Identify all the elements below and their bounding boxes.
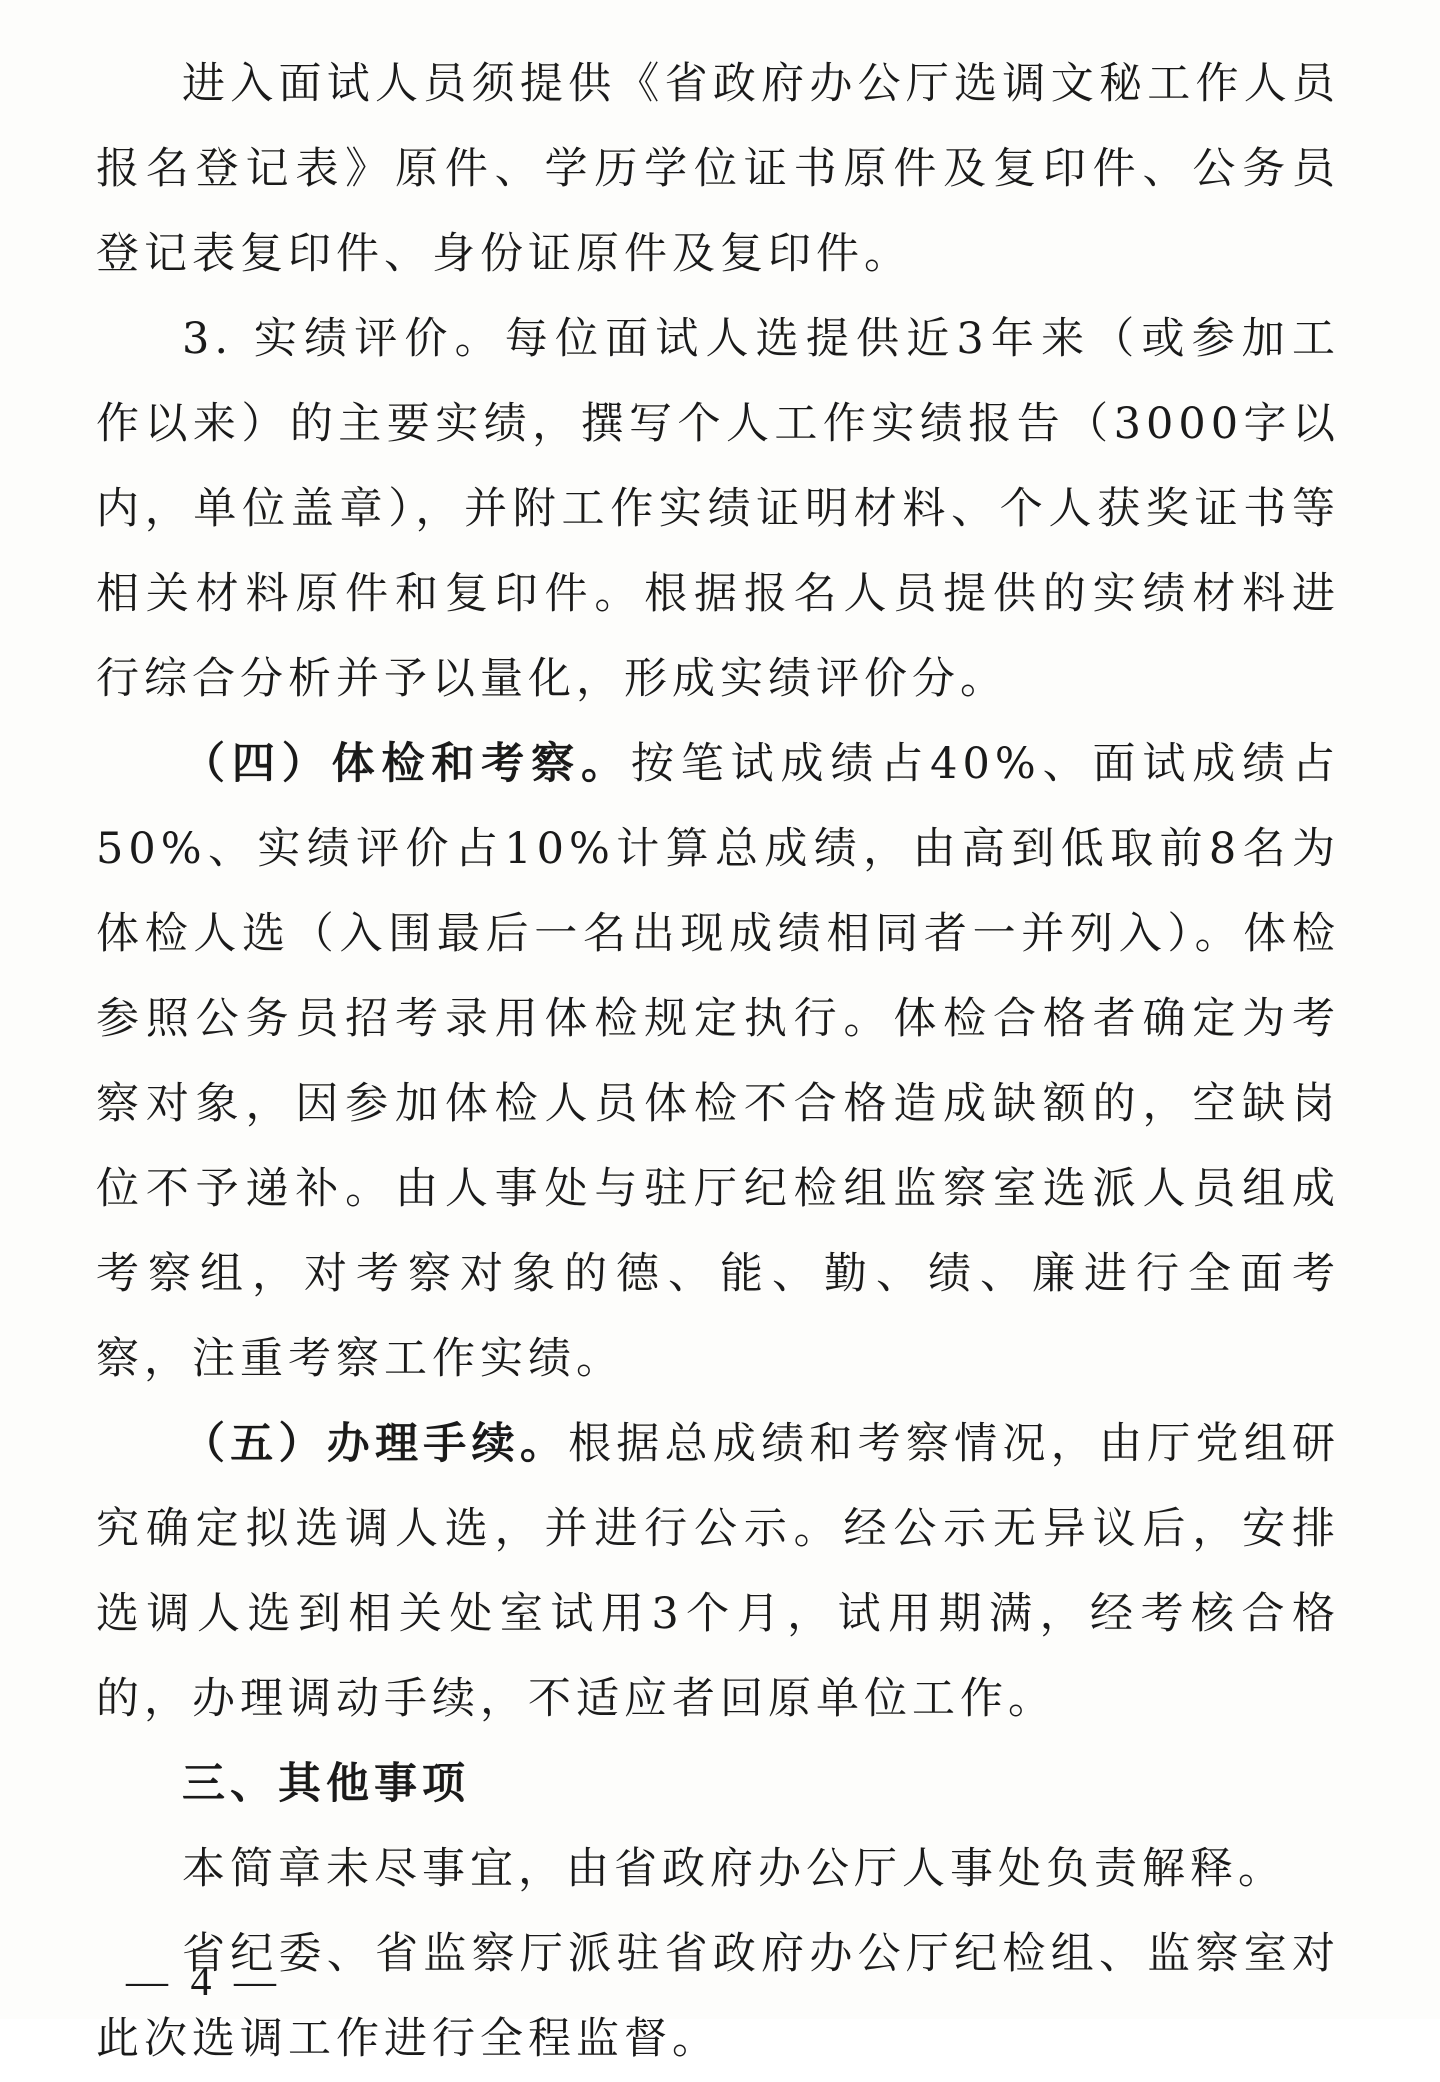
page-number: — 4 — [126, 1959, 282, 2005]
paragraph-materials: 进入面试人员须提供《省政府办公厅选调文秘工作人员报名登记表》原件、学历学位证书原件及复印件、公务员登记表复印件、身份证原件及复印件。 [96, 59, 1340, 279]
subheading-procedures: （五）办理手续。 [182, 1419, 569, 1469]
paragraph-supervision: 省纪委、省监察厅派驻省政府办公厅纪检组、监察室对此次选调工作进行全程监督。 [96, 1929, 1340, 2064]
paragraph-physical-exam [96, 722, 1340, 1402]
paragraph-interpretation: 本简章未尽事宜，由省政府办公厅人事处负责解释。 [182, 1844, 1286, 1894]
paragraph-procedures-text: 根据总成绩和考察情况，由厅党组研究确定拟选调人选，并进行公示。经公示无异议后，安排选调人选到相关处室试用3个月，试用期满，经考核合格的，办理调动手续，不适应者回原单位工作。 [96, 1419, 1341, 1724]
paragraph-physical-exam-text: 按笔试成绩占40%、面试成绩占50%、实绩评价占10%计算总成绩，由高到低取前8名为体检人选（入围最后一名出现成绩相同者一并列入）。体检参照公务员招考录用体检规定执行。体检合格者确定为考察对象，因参加体检人员体检不合格造成缺额的，空缺岗位不予递补。由人事处与驻厅纪检组监察室选派人员组成考察组，对考察对象的德、能、勤、绩、廉进行全面考察，注重考察工作实绩。 [96, 739, 1341, 1384]
subheading-physical-exam: （四）体检和考察。 [182, 739, 631, 789]
document-body [96, 42, 1340, 2082]
section-heading-other-matters: 三、其他事项 [182, 1759, 470, 1809]
paragraph-performance-evaluation: 3. 实绩评价。每位面试人选提供近3年来（或参加工作以来）的主要实绩，撰写个人工作实绩报告（3000字以内，单位盖章），并附工作实绩证明材料、个人获奖证书等相关材料原件和复印件。根据报名人员提供的实绩材料进行综合分析并予以量化，形成实绩评价分。 [96, 314, 1340, 704]
paragraph-procedures [96, 1402, 1340, 1742]
